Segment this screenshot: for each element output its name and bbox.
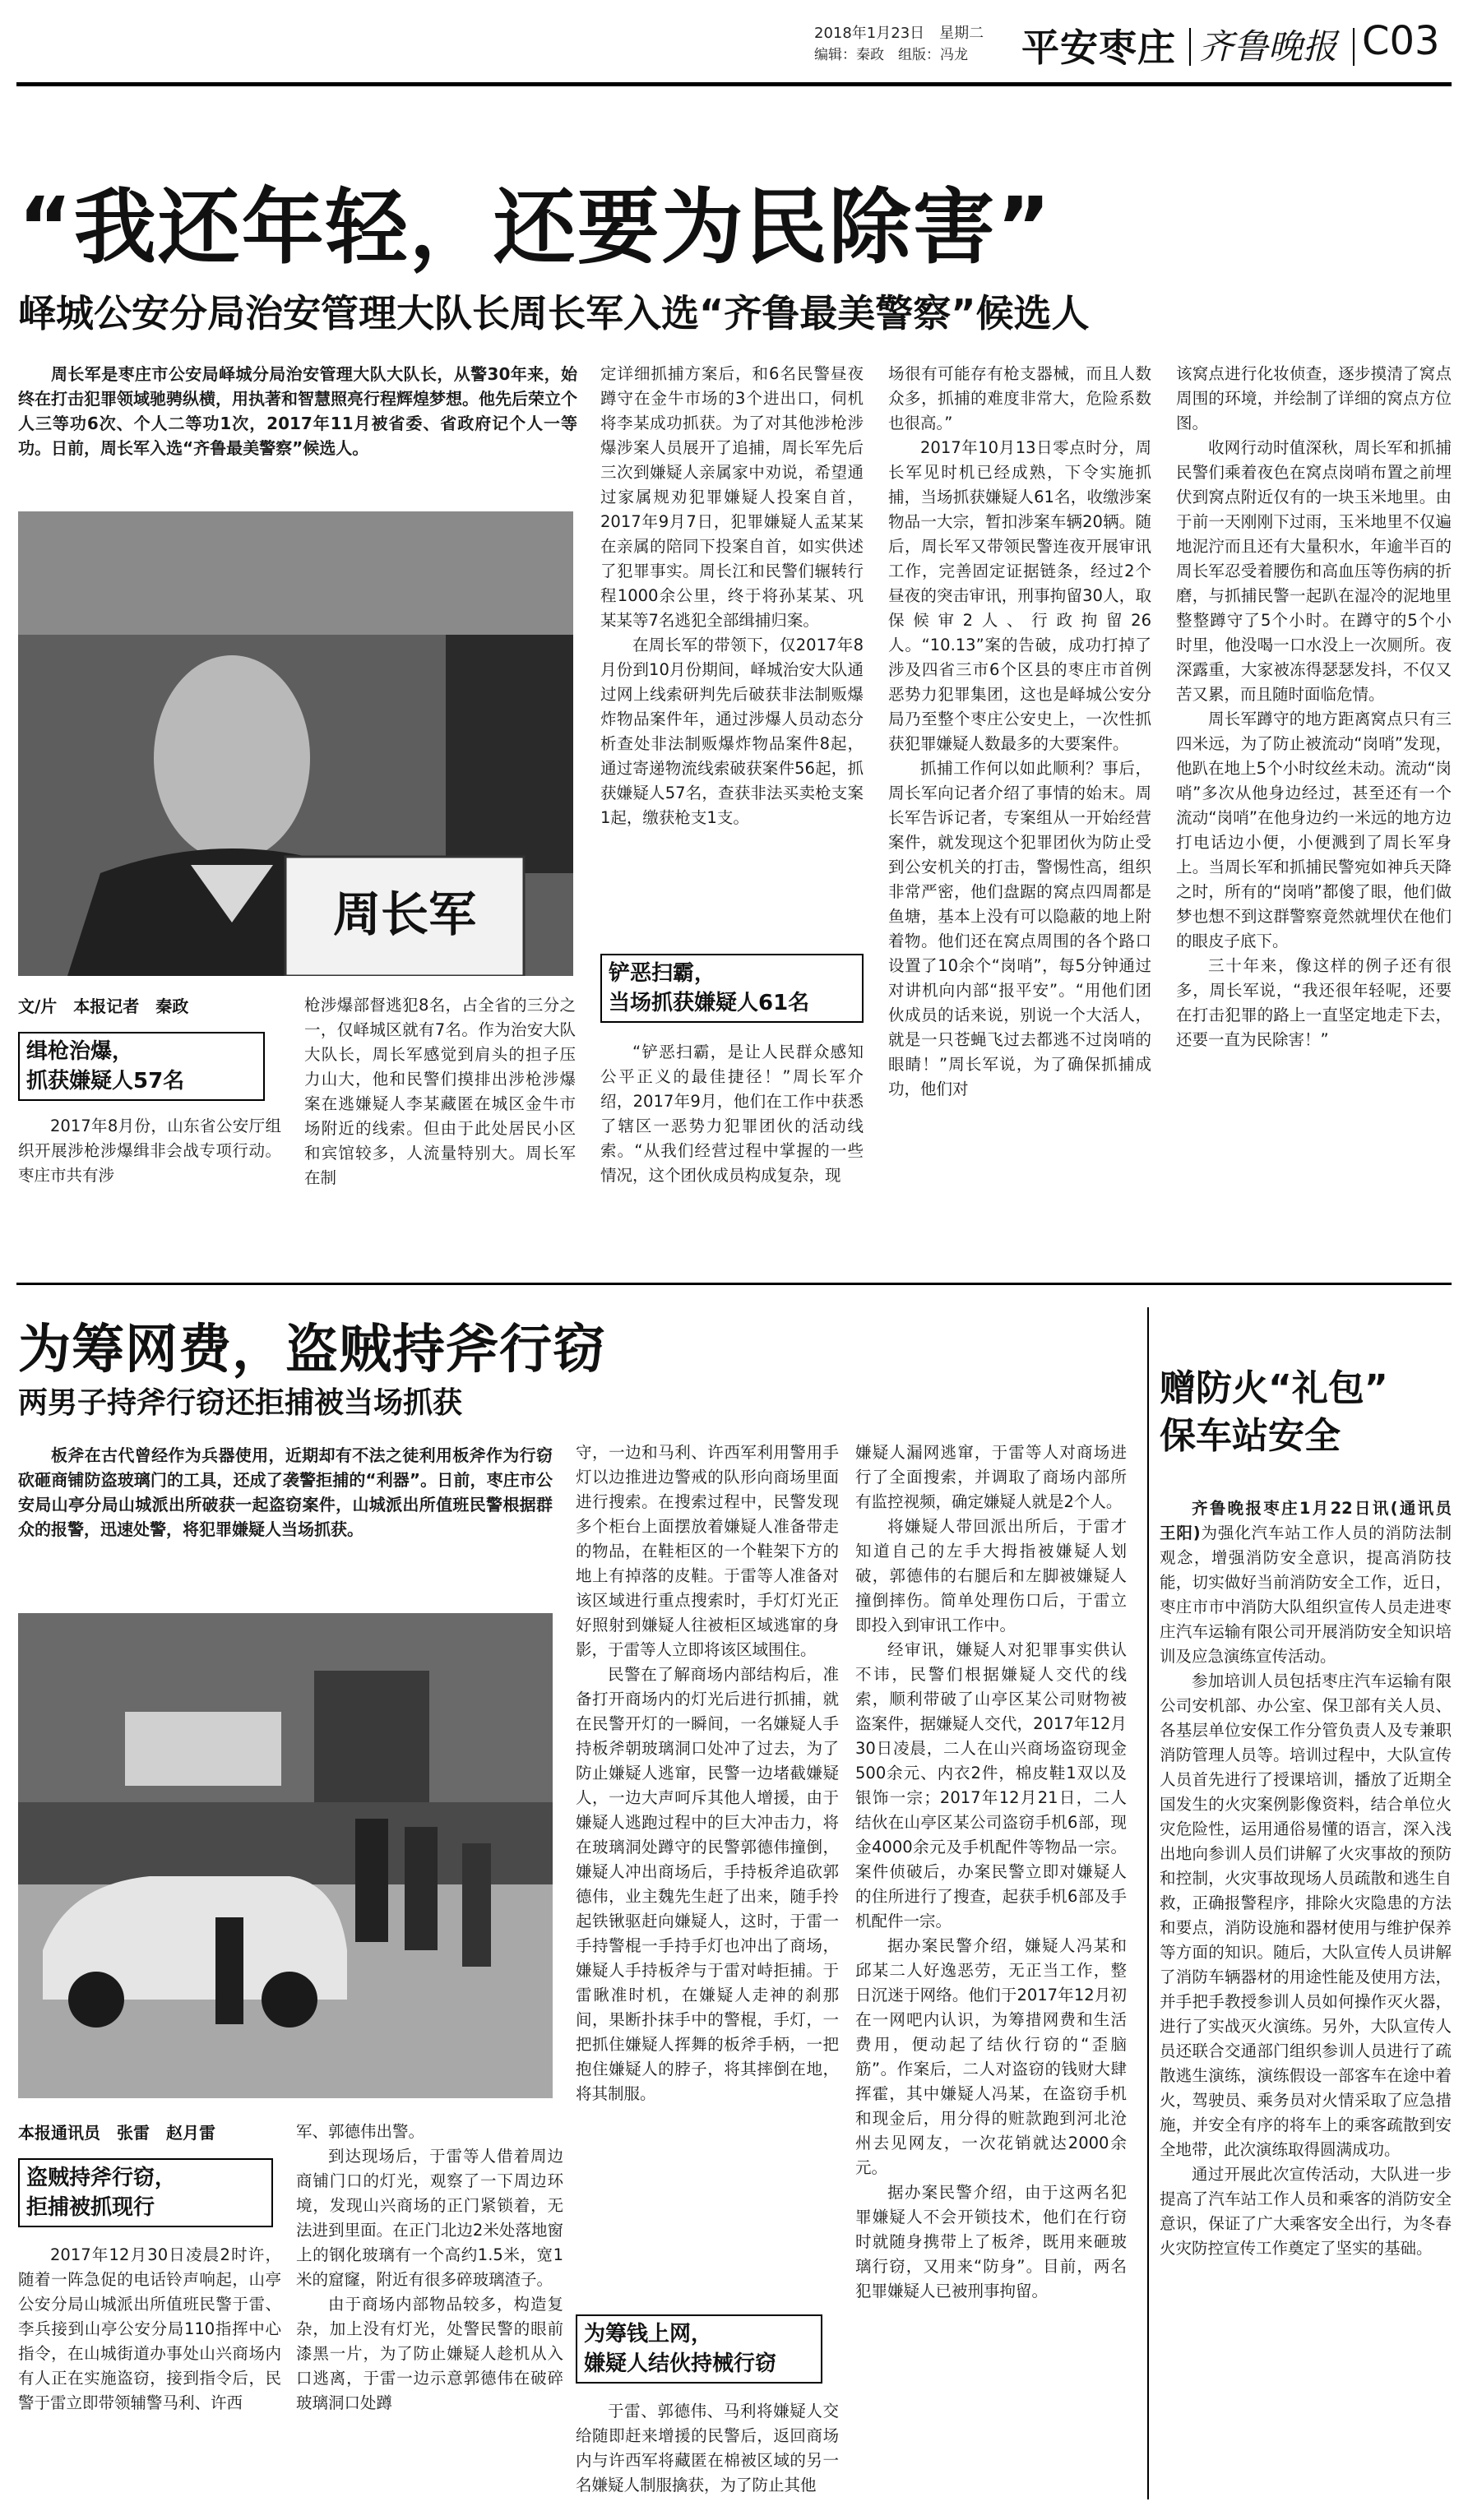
story1-col3-text3: “铲恶扫霸，是让人民群众感知公平正义的最佳捷径！”周长军介绍，2017年9月，他们在工作中获悉了辖区一恶势力犯罪团伙的活动线索。“从我们经营过程中掌握的一些情况，这个团伙成员构成复杂，现 [600, 1043, 864, 1185]
story2-box-heading-2 [576, 2314, 822, 2384]
crime-scene-photo [18, 1613, 553, 2098]
masthead-divider [1189, 28, 1191, 66]
story2-col3b [576, 2399, 839, 2498]
story1-box-heading-1 [18, 1032, 265, 1101]
page-number: C03 [1362, 18, 1440, 64]
story2-col1 [18, 2243, 281, 2416]
story2-col3 [576, 1440, 839, 2106]
story3-headline [1160, 1365, 1452, 1460]
story1-col5-text3: 周长军蹲守的地方距离窝点只有三四米远，为了防止被流动“岗哨”发现，他趴在地上5个小时纹丝未动。流动“岗哨”多次从他身边经过，甚至还有一个流动“岗哨”在他身边约一米远的地方边打电话边小便，小便溅到了周长军身上。当周长军和抓捕民警宛如神兵天降之时，所有的“岗哨”都傻了眼，他们做梦也想不到这群警察竟然就埋伏在他们的眼皮子底下。 [1176, 710, 1452, 950]
story1-box-heading-2 [600, 954, 864, 1023]
masthead-rule [16, 82, 1452, 86]
story1-col3-text2: 在周长军的带领下，仅2017年8月份到10月份期间，峄城治安大队通过网上线索研判先后破获非法制贩爆炸物品案件年，通过涉爆人员动态分析查处非法制贩爆炸物品案件8起，通过寄递物流线索破获案件56起，抓获嫌疑人57名，查获非法买卖枪支案1起，缴获枪支1支。 [600, 636, 864, 827]
story2-box-heading-1 [18, 2158, 273, 2227]
story2-col4 [855, 1440, 1127, 2304]
masthead-divider [1353, 28, 1355, 66]
story3-lead-text: 为强化汽车站工作人员的消防法制观念，增强消防安全意识，提高消防技能，切实做好当前消防安全工作，近日，枣庄市市中消防大队组织宣传人员走进枣庄汽车运输有限公司开展消防安全知识培训及应急演练宣传活动。 [1160, 1524, 1452, 1666]
story1-col4-text2: 2017年10月13日零点时分，周长军见时机已经成熟，下令实施抓捕，当场抓获嫌疑人61名，收缴涉案物品一大宗，暂扣涉案车辆20辆。随后，周长军又带领民警连夜开展审讯工作，完善固定证据链条，经过2个昼夜的突击审讯，刑事拘留30人，取保候审2人、行政拘留26人。“10.13”案的告破，成功打掉了涉及四省三市6个区县的枣庄市首例恶势力犯罪集团，这也是峄城公安分局乃至整个枣庄公安史上，一次性抓获犯罪嫌疑人数最多的大要案件。 [888, 438, 1151, 753]
officer-photo [18, 511, 573, 976]
section-title: 平安枣庄 [1021, 25, 1176, 70]
story1-subhead: 峄城公安分局治安管理大队长周长军入选“齐鲁最美警察”候选人 [18, 291, 1090, 335]
newspaper-logo: 齐鲁晚报 [1199, 26, 1338, 67]
story2-headline: 为筹网费，盗贼持斧行窃 [18, 1320, 606, 1380]
story2-col4-text: 嫌疑人漏网逃窜，于雷等人对商场进行了全面搜索，并调取了商场内部所有监控视频，确定嫌疑人就是2个人。 [855, 1443, 1127, 1511]
box-heading-text: 铲恶扫霸， 当场抓获嫌疑人61名 [609, 961, 810, 1015]
story3-headline-text: 赠防火“礼包” 保车站安全 [1160, 1367, 1388, 1457]
story2-lead-text: 板斧在古代曾经作为兵器使用，近期却有不法之徒利用板斧作为行窃砍砸商铺防盗玻璃门的工具，还成了袭警拒捕的“利器”。日前，枣庄市公安局山亭分局山城派出所破获一起盗窃案件，山城派出所值班民警根据群众的报警，迅速处警，将犯罪嫌疑人当场抓获。 [18, 1445, 553, 1539]
story2-col4-text3: 经审讯，嫌疑人对犯罪事实供认不讳，民警们根据嫌疑人交代的线索，顺利带破了山亭区某公司财物被盗案件，据嫌疑人交代，2017年12月30日凌晨，二人在山兴商场盗窃现金500余元、内衣2件，棉皮鞋1双以及银饰一宗；2017年12月21日，二人结伙在山亭区某公司盗窃手机6部，现金4000余元及手机配件等物品一宗。案件侦破后，办案民警立即对嫌疑人的住所进行了搜查，起获手机6部及手机配件一宗。 [855, 1640, 1127, 1930]
story1-col3b [600, 1040, 864, 1188]
story1-col1-text: 2017年8月份，山东省公安厅组织开展涉枪涉爆缉非会战专项行动。枣庄市共有涉 [18, 1117, 281, 1185]
surveillance-image [18, 1613, 553, 2098]
story1-col4 [888, 362, 1151, 1102]
story2-col3-text: 守，一边和马利、许西军利用警用手灯以边推进边警戒的队形向商场里面进行搜索。在搜索过程中，民警发现多个柜台上面摆放着嫌疑人准备带走的物品，在鞋柜区的一个鞋架下方的地上有掉落的皮鞋。于雷等人准备对该区域进行重点搜索时，手灯灯光正好照射到嫌疑人往被柜区域逃窜的身影，于雷等人立即将该区域围住。 [576, 1443, 839, 1659]
story2-col4-text5: 据办案民警介绍，由于这两名犯罪嫌疑人不会开锁技术，他们在行窃时就随身携带上了板斧，既用来砸玻璃行窃，又用来“防身”。目前，两名犯罪嫌疑人已被刑事拘留。 [855, 2183, 1127, 2300]
story1-col5 [1176, 362, 1452, 1052]
editor-credits: 编辑：秦政 组版：冯龙 [814, 47, 968, 63]
issue-date: 2018年1月23日 星期二 [814, 25, 984, 42]
story1-col2-text: 枪涉爆部督逃犯8名，占全省的三分之一，仅峄城区就有7名。作为治安大队大队长，周长军感觉到肩头的担子压力山大，他和民警们摸排出涉枪涉爆案在逃嫌疑人李某藏匿在城区金牛市场附近的线索。但由于此处居民小区和宾馆较多，人流量特别大。周长军在制 [304, 996, 576, 1187]
story3-p2: 参加培训人员包括枣庄汽车运输有限公司安机部、办公室、保卫部有关人员、各基层单位安保工作分管负责人及专兼职消防管理人员等。培训过程中，大队宣传人员首先进行了授课培训，播放了近期全国发生的火灾案例影像资料，结合单位火灾危险性，运用通俗易懂的语言，深入浅出地向参训人员们讲解了火灾事故的预防和控制，火灾事故现场人员疏散和逃生自救，正确报警程序，排除火灾隐患的方法和要点，消防设施和器材使用与维护保养等方面的知识。随后，大队宣传人员讲解了消防车辆器材的用途性能及使用方法，并手把手教授参训人员如何操作灭火器，进行了实战灭火演练。另外，大队宣传人员还联合交通部门组织参训人员进行了疏散逃生演练，演练假设一部客车在途中着火，驾驶员、乘务员对火情采取了应急措施，并安全有序的将车上的乘客疏散到安全地带，此次演练取得圆满成功。 [1160, 1672, 1452, 2159]
story2-col1-text: 2017年12月30日凌晨2时许，随着一阵急促的电话铃声响起，山亭公安分局山城派出所值班民警于雷、李兵接到山亭公安分局110指挥中心指令，在山城街道办事处山兴商场内有人正在实施盗窃，接到指令后，民警于雷立即带领辅警马利、许西 [18, 2245, 281, 2412]
story2-col3-text3: 于雷、郭德伟、马利将嫌疑人交给随即赶来增援的民警后，返回商场内与许西军将藏匿在棉被区域的另一名嫌疑人制服擒获，为了防止其他 [576, 2402, 839, 2495]
story3-p3: 通过开展此次宣传活动，大队进一步提高了汽车站工作人员和乘客的消防安全意识，保证了广大乘客安全出行，为冬春火灾防控宣传工作奠定了坚实的基础。 [1160, 2165, 1452, 2258]
story1-col4-text3: 抓捕工作何以如此顺利？事后，周长军向记者介绍了事情的始末。周长军告诉记者，专案组从一开始经营案件，就发现这个犯罪团伙为防止受到公安机关的打击，警惕性高，组织非常严密，他们盘踞的窝点四周都是鱼塘，基本上没有可以隐蔽的地上附着物。他们还在窝点周围的各个路口设置了10余个“岗哨”，每5分钟通过对讲机向内部“报平安”。“用他们团伙成员的话来说，别说一个大活人，就是一只苍蝇飞过去都逃不过岗哨的眼睛！”周长军说，为了确保抓捕成功，他们对 [888, 759, 1151, 1098]
story2-lead [18, 1443, 553, 1542]
section-divider [16, 1283, 1452, 1285]
box-heading-text: 盗贼持斧行窃， 拒捕被抓现行 [26, 2166, 177, 2220]
story1-col3-text: 定详细抓捕方案后，和6名民警昼夜蹲守在金牛市场的3个进出口，伺机将李某成功抓获。为了对其他涉枪涉爆涉案人员展开了追捕，周长军先后三次到嫌疑人亲属家中劝说，希望通过家属规劝犯罪嫌疑人投案自首，2017年9月7日，犯罪嫌疑人孟某某在亲属的陪同下投案自首，如实供述了犯罪事实。周长江和民警们辗转行程1000余公里，终于将孙某某、巩某某等7名逃犯全部缉捕归案。 [600, 364, 864, 630]
story2-col3-text2: 民警在了解商场内部结构后，准备打开商场内的灯光后进行抓捕，就在民警开灯的一瞬间，一名嫌疑人手持板斧朝玻璃洞口处冲了过去，为了防止嫌疑人逃窜，民警一边堵截嫌疑人，一边大声呵斥其他人增援，由于嫌疑人逃跑过程中的巨大冲击力，将在玻璃洞处蹲守的民警郭德伟撞倒，嫌疑人冲出商场后，手持板斧追砍郭德伟，业主魏先生赶了出来，随手拎起铁锹驱赶向嫌疑人，这时，于雷一手持警棍一手持手灯也冲出了商场，嫌疑人手持板斧与于雷对峙拒捕。于雷瞅准时机，在嫌疑人走神的刹那间，果断扑抹手中的警棍，手灯，一把抓住嫌疑人挥舞的板斧手柄，一把抱住嫌疑人的脖子，将其摔倒在地，将其制服。 [576, 1665, 839, 2103]
story1-col3 [600, 362, 864, 830]
story1-col2 [304, 993, 576, 1191]
column-divider [1147, 1307, 1149, 2499]
story1-col5-text: 该窝点进行化妆侦查，逐步摸清了窝点周围的环境，并绘制了详细的窝点方位图。 [1176, 364, 1452, 432]
story1-col5-text2: 收网行动时值深秋，周长军和抓捕民警们乘着夜色在窝点岗哨布置之前埋伏到窝点附近仅有的一块玉米地里。由于前一天刚刚下过雨，玉米地里不仅遍地泥泞而且还有大量积水，年逾半百的周长军忍受着腰伤和高血压等伤病的折磨，与抓捕民警一起趴在湿冷的泥地里整整蹲守了5个小时。在蹲守的5个小时里，他没喝一口水没上一次厕所。夜深露重，大家被冻得瑟瑟发抖，不仅又苦又累，而且随时面临危情。 [1176, 438, 1452, 704]
story2-col2-text2: 到达现场后，于雷等人借着周边商铺门口的灯光，观察了一下周边环境，发现山兴商场的正门紧锁着，无法进到里面。在正门北边2米处落地窗上的钢化玻璃有一个高约1.5米，宽1米的窟窿，附近有很多碎玻璃渣子。 [296, 2147, 563, 2289]
officer-portrait-image [18, 511, 573, 976]
story1-col5-text4: 三十年来，像这样的例子还有很多，周长军说，“我还很年轻呢，还要在打击犯罪的路上一直坚定地走下去，还要一直为民除害！” [1176, 956, 1452, 1049]
story1-col4-text: 场很有可能存有枪支器械，而且人数众多，抓捕的难度非常大，危险系数也很高。” [888, 364, 1151, 432]
story1-headline: “我还年轻，还要为民除害” [18, 179, 1053, 275]
story2-col2-text3: 由于商场内部物品较多，构造复杂，加上没有灯光，处警民警的眼前漆黑一片，为了防止嫌疑人趁机从入口逃离，于雷一边示意郭德伟在破碎玻璃洞口处蹲 [296, 2295, 563, 2412]
story3-body [1160, 1496, 1468, 2261]
box-heading-text: 缉枪治爆， 抓获嫌疑人57名 [26, 1039, 185, 1094]
masthead-meta [814, 23, 984, 66]
story1-lead-text: 周长军是枣庄市公安局峄城分局治安管理大队大队长，从警30年来，始终在打击犯罪领域驰骋纵横，用执著和智慧照亮行程辉煌梦想。他先后荣立个人三等功6次、个人二等功1次，2017年11月被省委、省政府记个人一等功。日前，周长军入选“齐鲁最美警察”候选人。 [18, 364, 577, 458]
story3-dateline: 齐鲁晚报枣庄1月22日讯(通讯员 王阳) [1160, 1499, 1468, 1542]
story1-lead [18, 362, 577, 460]
nameplate-text: 周长军 [332, 886, 477, 942]
story2-col4-text4: 据办案民警介绍，嫌疑人冯某和邱某二人好逸恶劳，无正当工作，整日沉迷于网络。他们于2017年12月初在一网吧内认识，为筹措网费和生活费用，便动起了结伙行窃的“歪脑筋”。作案后，二人对盗窃的钱财大肆挥霍，其中嫌疑人冯某，在盗窃手机和现金后，用分得的赃款跑到河北沧州去见网友，一次花销就达2000余元。 [855, 1936, 1127, 2177]
story2-col4-text2: 将嫌疑人带回派出所后，于雷才知道自己的左手大拇指被嫌疑人划破，郭德伟的右腿后和左脚被嫌疑人撞倒摔伤。简单处理伤口后，于雷立即投入到审讯工作中。 [855, 1517, 1127, 1635]
story2-byline: 本报通讯员 张雷 赵月雷 [18, 2123, 215, 2143]
story2-col2-text: 军、郭德伟出警。 [296, 2122, 425, 2141]
story2-subhead: 两男子持斧行窃还拒捕被当场抓获 [18, 1386, 463, 1420]
box-heading-text: 为筹钱上网， 嫌疑人结伙持械行窃 [584, 2322, 777, 2376]
story1-byline: 文/片 本报记者 秦政 [18, 996, 189, 1016]
story2-col2 [296, 2120, 563, 2416]
story1-col1 [18, 1114, 281, 1188]
